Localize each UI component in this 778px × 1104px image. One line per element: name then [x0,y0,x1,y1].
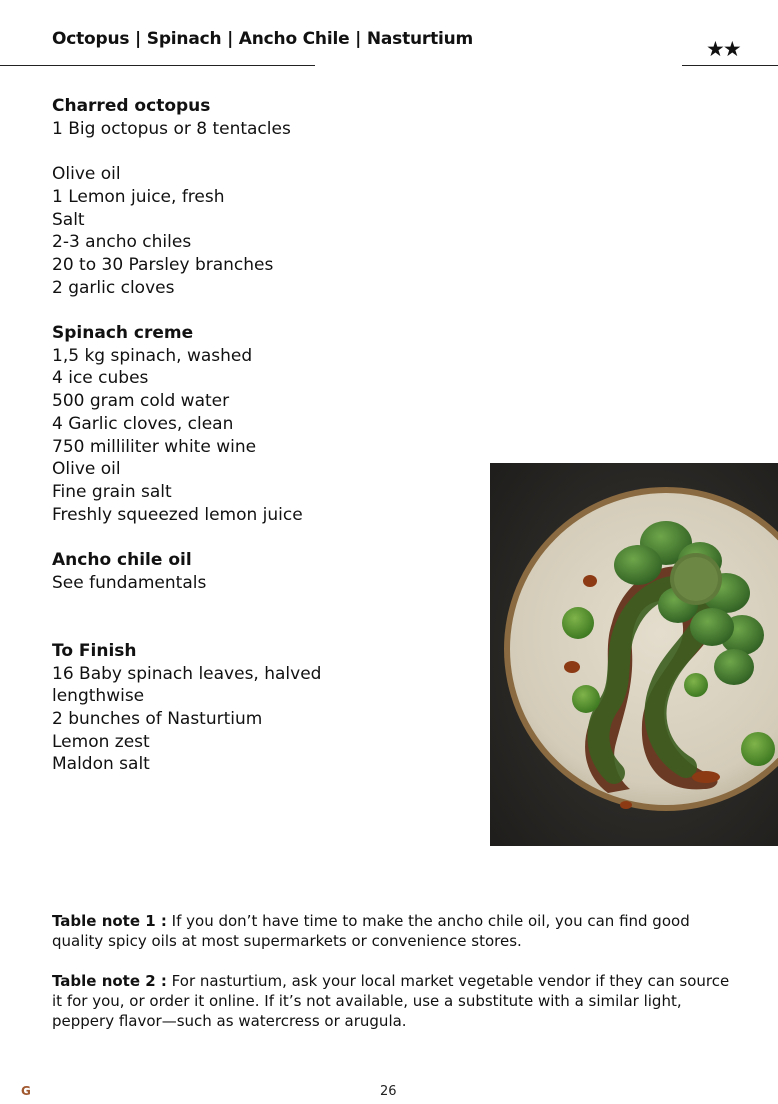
star-rating-icon: ★★ [706,37,740,61]
ingredient-line: 2-3 ancho chiles [52,232,192,253]
page-number: 26 [380,1084,397,1099]
ingredient-line: Maldon salt [52,754,150,775]
ingredient-line: Lemon zest [52,731,150,752]
header-rule-right [682,65,778,66]
section-title: Ancho chile oil [52,550,192,571]
section-ancho-chile-oil [52,549,352,594]
section-to-finish [52,640,352,776]
ingredient-line: 20 to 30 Parsley branches [52,254,274,275]
section-charred-octopus [52,95,352,299]
ingredient-line: Salt [52,209,85,230]
ingredient-line: Olive oil [52,459,121,480]
table-note [52,971,732,1031]
section-title: Charred octopus [52,96,211,116]
ingredient-line: 1 Lemon juice, fresh [52,186,225,207]
table-notes [52,911,732,1051]
ingredient-line: Olive oil [52,164,121,185]
section-title: To Finish [52,640,137,661]
table-note-label: Table note 1 : [52,912,167,930]
ingredient-line: 750 milliliter white wine [52,436,257,457]
header-rule-left [0,65,315,66]
ingredient-line: See fundamentals [52,572,207,593]
footer-logo: G [21,1084,31,1098]
ingredient-line: 1 Big octopus or 8 tentacles [52,118,291,139]
section-spinach-creme [52,322,352,526]
ingredient-list [52,95,352,776]
table-note-text: For nasturtium, ask your local market vegetable vendor if they can source it for you, or order it online. If it’s not available, use a substitute with a similar light, peppery flavor—such as watercress or arugula. [52,972,730,1030]
ingredient-line: 500 gram cold water [52,391,230,412]
ingredient-line: Freshly squeezed lemon juice [52,504,303,525]
ingredient-line: 2 garlic cloves [52,277,175,298]
ingredient-line: 4 Garlic cloves, clean [52,413,234,434]
dish-photo [490,463,778,846]
ingredient-line: 2 bunches of Nasturtium [52,708,263,729]
ingredient-line: 1,5 kg spinach, washed [52,345,253,366]
ingredient-line: 4 ice cubes [52,368,149,389]
ingredient-line: Fine grain salt [52,481,172,502]
section-title: Spinach creme [52,323,194,343]
page-title: Octopus | Spinach | Ancho Chile | Nasturtium [52,29,474,49]
table-note [52,911,732,951]
ingredient-line: 16 Baby spinach leaves, halved lengthwise [52,663,322,707]
table-note-label: Table note 2 : [52,972,167,990]
table-note-text: If you don’t have time to make the ancho chile oil, you can find good quality spicy oils at most supermarkets or convenience stores. [52,912,690,950]
